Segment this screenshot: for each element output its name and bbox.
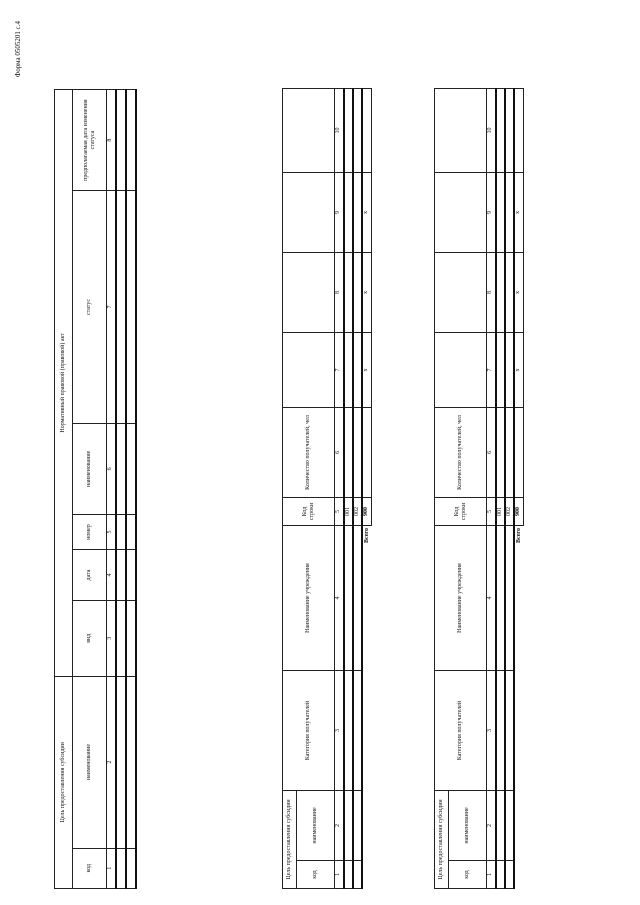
header-purpose: Цель предоставления субсидии xyxy=(283,791,297,889)
col-num: 1 xyxy=(335,861,344,889)
col-num: 4 xyxy=(487,526,496,671)
col-act-name: наименование xyxy=(73,423,107,514)
col-num: 4 xyxy=(335,526,344,671)
col-num: 7 xyxy=(487,333,496,408)
row-code: 002 xyxy=(505,498,514,526)
col-type: вид xyxy=(73,600,107,676)
total-label: Всего xyxy=(363,528,370,543)
table-row xyxy=(126,90,136,889)
table-row xyxy=(344,89,353,889)
total-code: 900 xyxy=(362,498,372,526)
header-normative-act: Нормативный правовой (правовой) акт xyxy=(55,90,73,677)
col-code: код xyxy=(449,861,487,889)
x-mark: x xyxy=(514,253,524,333)
x-mark: x xyxy=(362,333,372,408)
section-3-1-2-table xyxy=(434,88,524,889)
table-row xyxy=(505,89,514,889)
rotated-sheet xyxy=(10,15,630,895)
col-num: 3 xyxy=(487,671,496,791)
table-row xyxy=(116,90,126,889)
col-avg-area xyxy=(283,253,335,333)
col-num-3: 3 xyxy=(107,600,116,676)
col-num-5: 5 xyxy=(107,514,116,549)
col-recipients-count: Количество получателей, чел xyxy=(435,408,487,498)
x-mark: x xyxy=(362,173,372,253)
col-row-code: Код строки xyxy=(283,498,335,526)
col-num: 1 xyxy=(487,861,496,889)
col-num: 9 xyxy=(335,173,344,253)
col-status: статус xyxy=(73,191,107,424)
col-avg-payment xyxy=(435,173,487,253)
col-recipients-count: Количество получателей, чел xyxy=(283,408,335,498)
total-row xyxy=(362,89,372,889)
total-label: Всего xyxy=(515,528,522,543)
total-code: 900 xyxy=(514,498,524,526)
table-row xyxy=(353,89,362,889)
col-num: 6 xyxy=(335,408,344,498)
col-num-8: 8 xyxy=(107,90,116,191)
col-num: 7 xyxy=(335,333,344,408)
col-name: наименование xyxy=(73,676,107,848)
col-code: код xyxy=(73,848,107,888)
x-mark: x xyxy=(514,173,524,253)
col-recipient-category: Категория получателей xyxy=(283,671,335,791)
x-mark: x xyxy=(514,333,524,408)
form-number: Форма 0505201 с.4 xyxy=(14,21,22,78)
col-num: 6 xyxy=(487,408,496,498)
col-name: наименование xyxy=(449,791,487,861)
col-code: код xyxy=(297,861,335,889)
col-num: 2 xyxy=(487,791,496,861)
x-mark: x xyxy=(362,253,372,333)
col-num: 10 xyxy=(487,89,496,173)
row-code: 002 xyxy=(353,498,362,526)
col-num-7: 7 xyxy=(107,191,116,424)
col-num: 10 xyxy=(335,89,344,173)
header-purpose: Цель предоставления субсидии xyxy=(435,791,449,889)
col-date: дата xyxy=(73,550,107,601)
col-num-1: 1 xyxy=(107,848,116,888)
col-num: 8 xyxy=(487,253,496,333)
col-number: номер xyxy=(73,514,107,549)
col-row-code: Код строки xyxy=(435,498,487,526)
col-name: наименование xyxy=(297,791,335,861)
col-num: 5 xyxy=(335,498,344,526)
col-num-4: 4 xyxy=(107,550,116,601)
col-num: 2 xyxy=(335,791,344,861)
col-institution-name: Наименование учреждения xyxy=(283,526,335,671)
col-avg-payment xyxy=(283,173,335,253)
col-avg-payment-per-sqm xyxy=(283,333,335,408)
col-num: 5 xyxy=(487,498,496,526)
col-status-change-date: предполагаемая дата изменения статуса xyxy=(73,90,107,191)
col-num-2: 2 xyxy=(107,676,116,848)
col-avg-payment-per-sqm xyxy=(435,333,487,408)
col-recipient-category: Категория получателей xyxy=(435,671,487,791)
col-avg-area xyxy=(435,253,487,333)
header-purpose: Цель предоставления субсидии xyxy=(55,676,73,888)
col-num-6: 6 xyxy=(107,423,116,514)
section-2-2-table xyxy=(54,89,137,889)
row-code: 001 xyxy=(496,498,505,526)
table-row xyxy=(496,89,505,889)
col-num: 9 xyxy=(487,173,496,253)
col-institution-name: Наименование учреждения xyxy=(435,526,487,671)
total-row xyxy=(514,89,524,889)
col-num: 3 xyxy=(335,671,344,791)
section-3-1-1-table xyxy=(282,88,372,889)
row-code: 001 xyxy=(344,498,353,526)
col-budget-allocation xyxy=(283,89,335,173)
col-num: 8 xyxy=(335,253,344,333)
col-budget-allocation xyxy=(435,89,487,173)
